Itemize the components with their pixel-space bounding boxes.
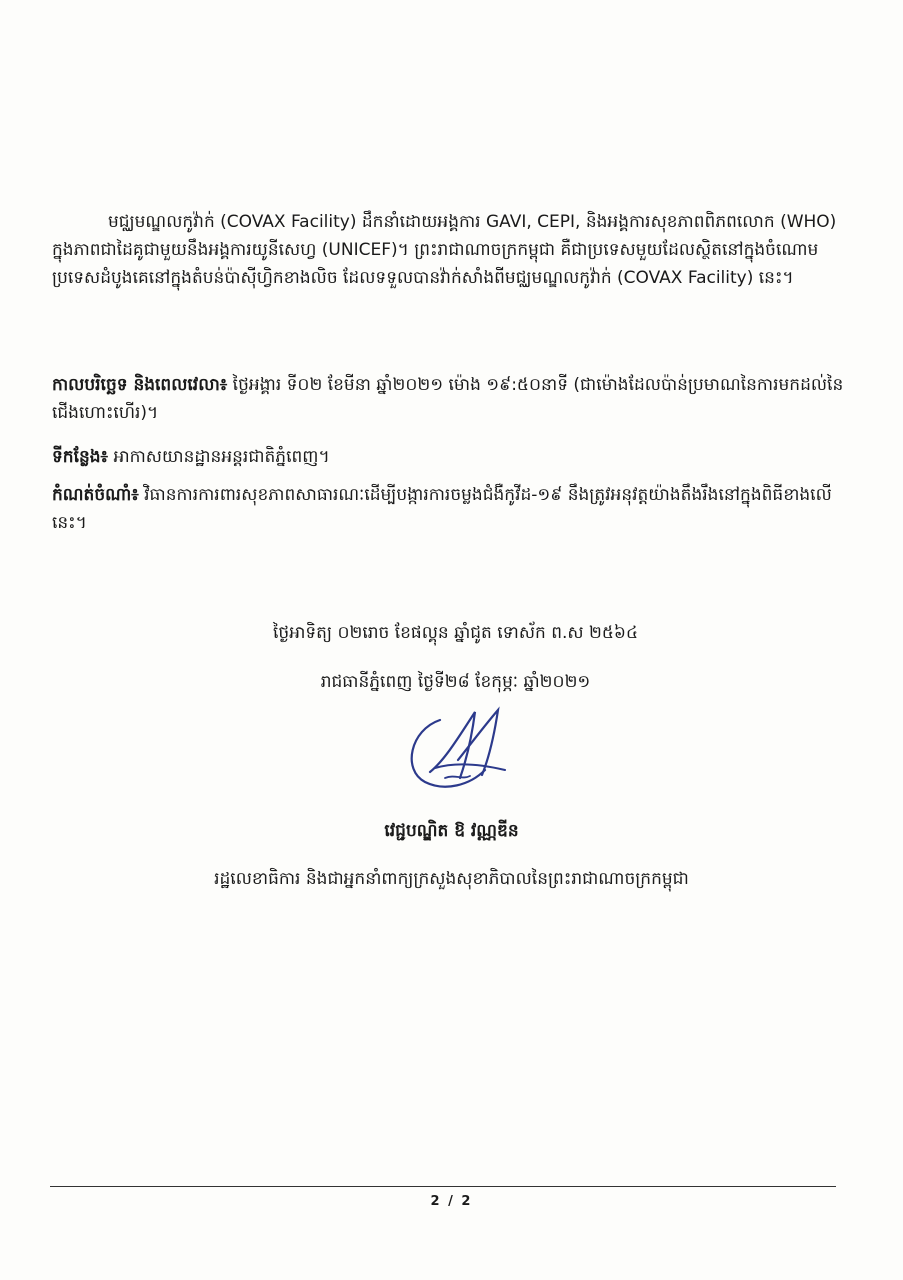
lunar-date: ថ្ងៃអាទិត្យ ០២រោច ខែផល្គុន ឆ្នាំជូត ទោស័ក ព.ស ២៥៦៤ — [273, 623, 638, 643]
schedule-line — [52, 371, 854, 427]
signature-icon — [400, 700, 520, 795]
signer-title: រដ្ឋលេខាធិការ និងជាអ្នកនាំពាក្យក្រសួងសុខាភិបាលនៃព្រះរាជាណាចក្រកម្ពុជា — [214, 869, 689, 889]
footer-divider — [50, 1186, 836, 1187]
signer-name: វេជ្ជបណ្ឌិត ឱ វណ្ណឌីន — [384, 821, 519, 841]
location-value: អាកាសយានដ្ឋានអន្តរជាតិភ្នំពេញ។ — [113, 447, 330, 467]
location-label: ទីកន្លែង៖ — [52, 447, 109, 467]
page-number: 2 / 2 — [430, 1194, 473, 1209]
schedule-value: ថ្ងៃអង្គារ ទី០២ ខែមីនា ឆ្នាំ២០២១ ម៉ោង ១៩:៥០នាទី (ជាម៉ោងដែលប៉ាន់ប្រមាណនៃការមកដល់នៃជើងហោះហើរ)។ — [52, 375, 844, 423]
note-line — [52, 481, 854, 537]
note-value: វិធានការការពារសុខភាពសាធារណៈដើម្បីបង្ការការចម្លងជំងឺកូវីដ-១៩ នឹងត្រូវអនុវត្តយ៉ាងតឹងរឹងនៅក្នុងពិធីខាងលើនេះ។ — [52, 485, 832, 533]
schedule-label: កាលបរិច្ឆេទ និងពេលវេលា៖ — [52, 375, 228, 395]
solar-date: រាជធានីភ្នំពេញ ថ្ងៃទី២៨ ខែកុម្ភៈ ឆ្នាំ២០២១ — [320, 672, 591, 692]
note-label: កំណត់ចំណាំ៖ — [52, 485, 139, 505]
body-paragraph-covax: មជ្ឈមណ្ឌលកូវ៉ាក់ (COVAX Facility) ដឹកនាំដោយអង្គការ GAVI, CEPI, និងអង្គការសុខភាពពិភពលោក (WHO) ក្នុងភាពជាដៃគូជាមួយនឹងអង្គការយូនីសេហ្វ (UNICEF)។ ព្រះរាជាណាចក្រកម្ពុជា គឺជាប្រទេសមួយដែលស្ថិតនៅក្នុងចំណោមប្រទេសដំបូងគេនៅក្នុងតំបន់ប៉ាស៊ីហ្វិកខាងលិច ដែលទទួលបានវ៉ាក់សាំងពីមជ្ឈមណ្ឌលកូវ៉ាក់ (COVAX Facility) នេះ។ — [52, 212, 837, 288]
location-line — [52, 443, 854, 471]
